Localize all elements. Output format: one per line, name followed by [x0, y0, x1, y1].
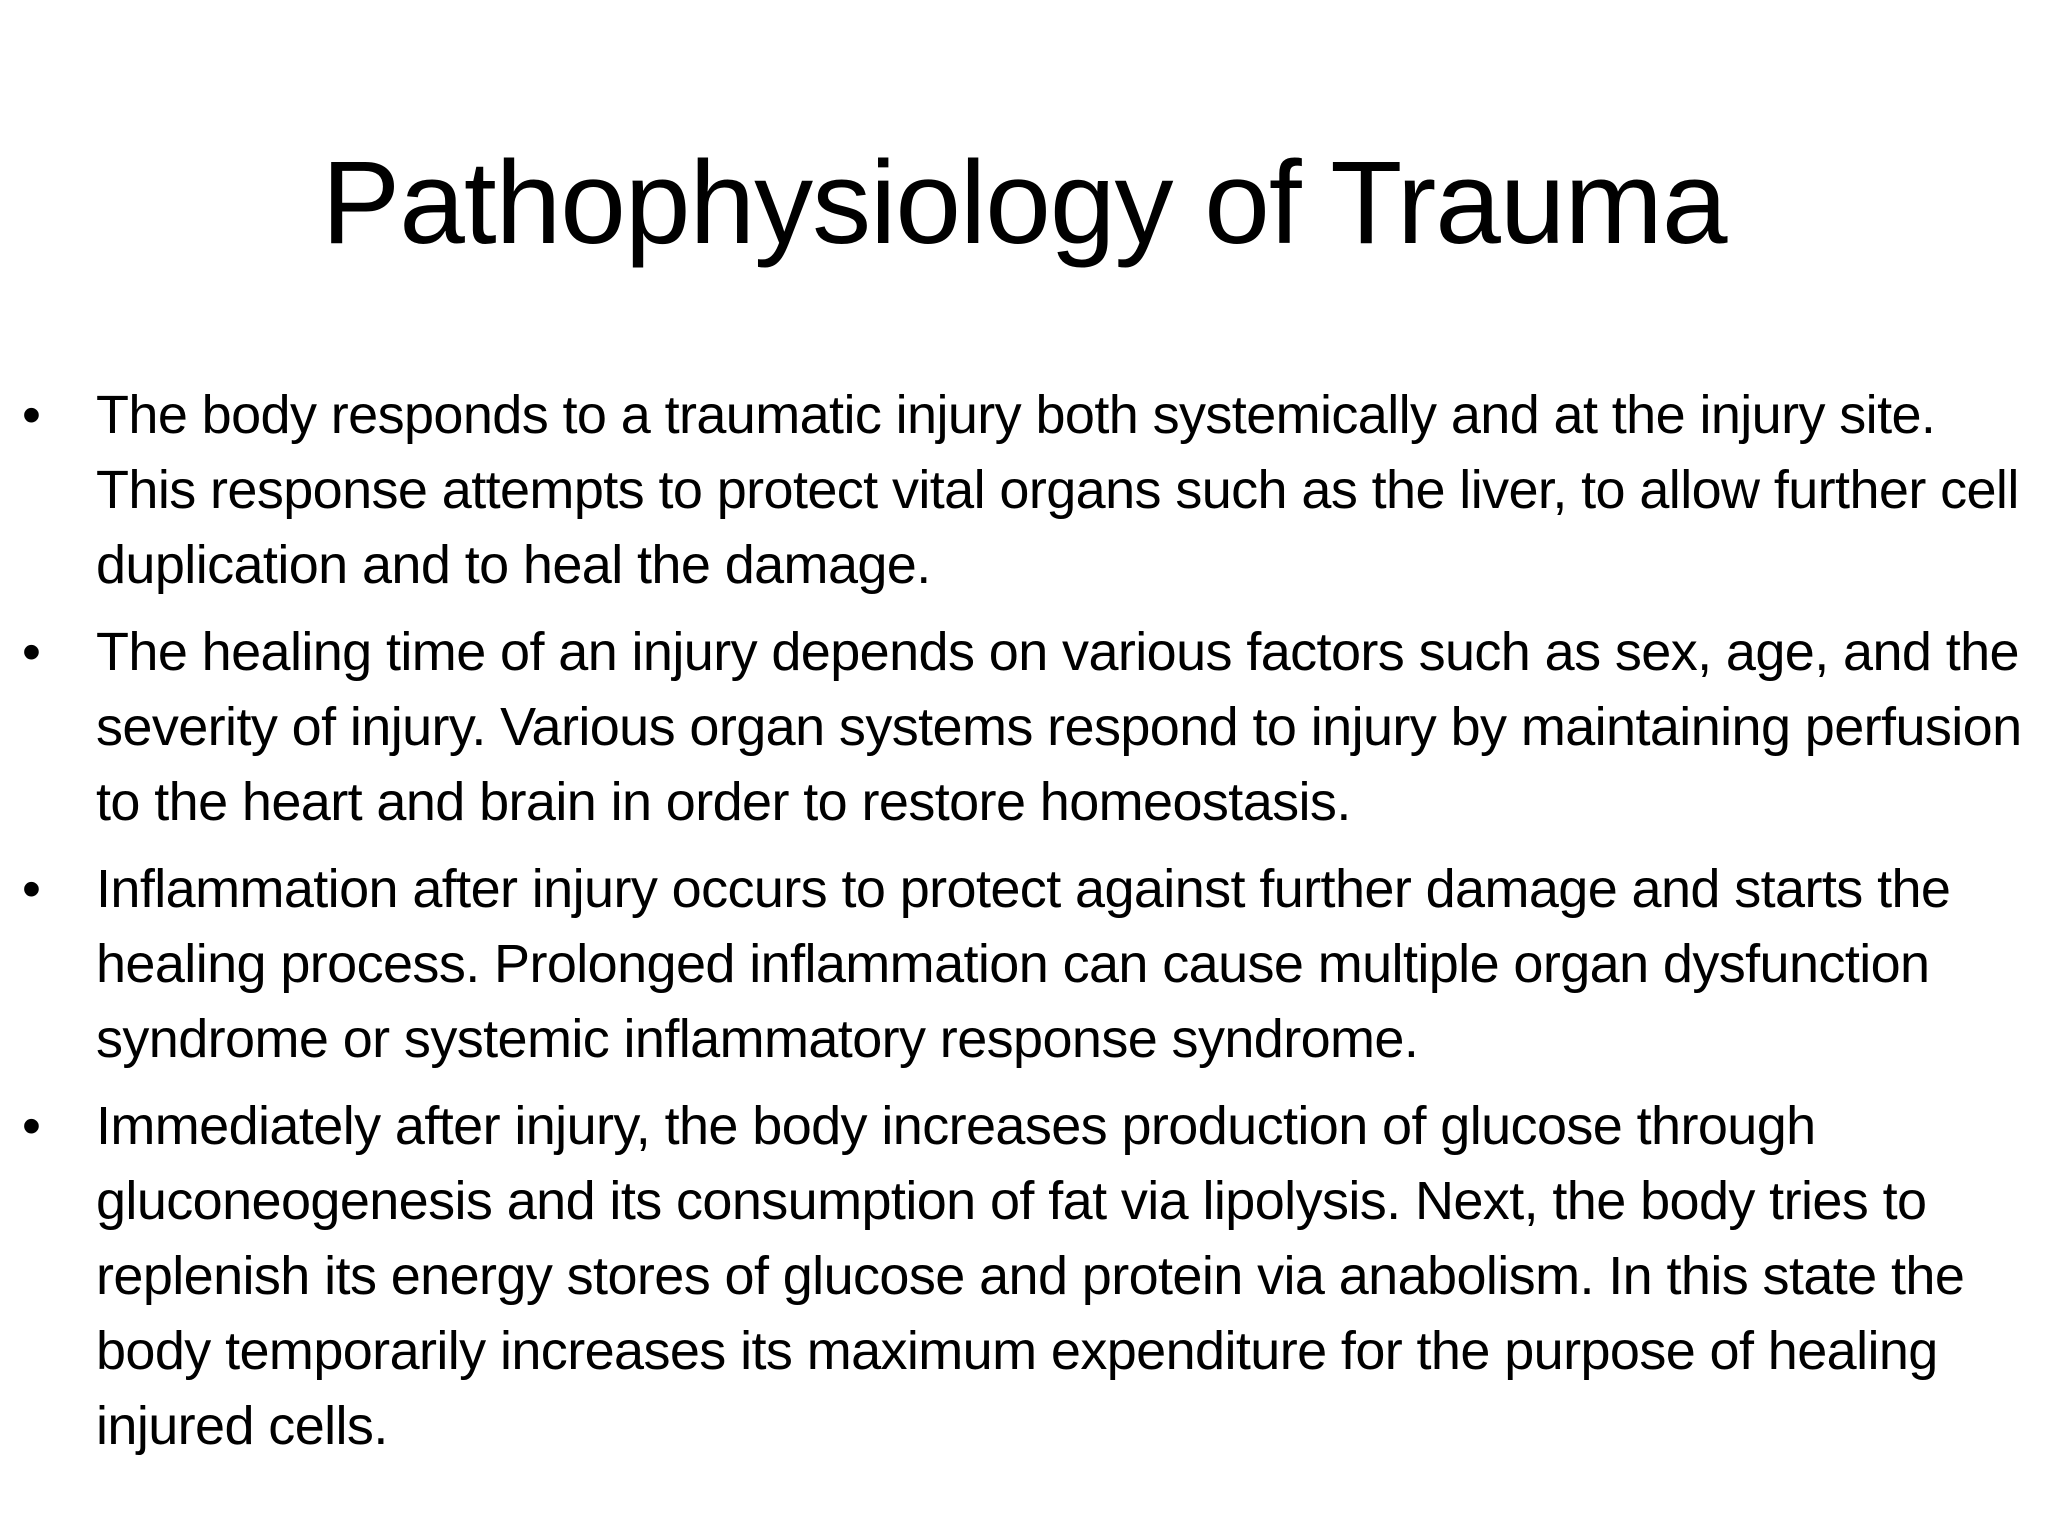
bullet-item	[22, 615, 2032, 840]
bullet-text: The body responds to a traumatic injury both systemically and at the injury site. This response attempts to protect vital organs such as the liver, to allow further cell duplication and to heal the damage.	[96, 385, 2019, 595]
bullet-text: Inflammation after injury occurs to protect against further damage and starts the healing process. Prolonged inflammation can cause multiple organ dysfunction syndrome or systemic inflammatory response syndrome.	[96, 859, 1951, 1069]
bullet-text: The healing time of an injury depends on various factors such as sex, age, and the severity of injury. Various organ systems respond to injury by maintaining perfusion to the heart and brain in order to restore homeostasis.	[96, 622, 2022, 832]
bullet-item	[22, 1089, 2032, 1464]
bullet-dot-icon: •	[22, 622, 41, 682]
bullet-dot-icon: •	[22, 1096, 41, 1156]
bullet-list	[22, 378, 2032, 1476]
bullet-item	[22, 378, 2032, 603]
bullet-text: Immediately after injury, the body increases production of glucose through gluconeogenesis and its consumption of fat via lipolysis. Next, the body tries to replenish its energy stores of glucose and protein via anabolism. In this state the body temporarily increases its maximum expenditure for the purpose of healing injured cells.	[96, 1096, 1965, 1456]
slide-title: Pathophysiology of Trauma	[321, 137, 1727, 269]
bullet-dot-icon: •	[22, 859, 41, 919]
bullet-item	[22, 852, 2032, 1077]
bullet-dot-icon: •	[22, 385, 41, 445]
